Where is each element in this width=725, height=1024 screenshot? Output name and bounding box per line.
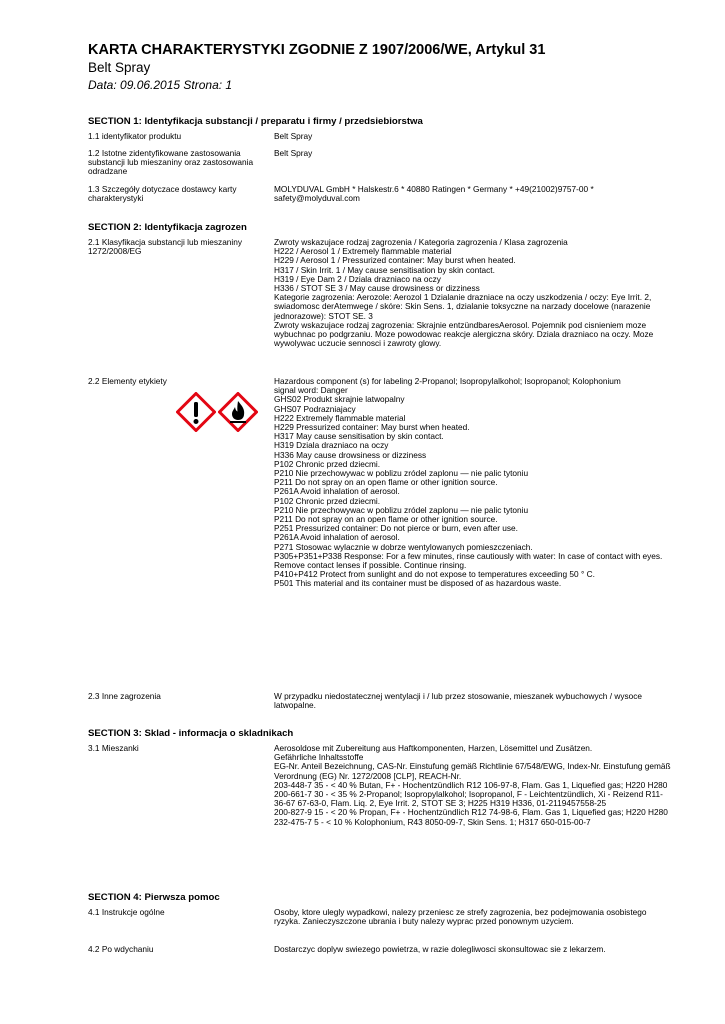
text-line: H319 / Eye Dam 2 / Dziala drazniaco na oczy <box>274 273 441 284</box>
text-line: Zwroty wskazujace rodzaj zagrozenia: Skrajnie entzündbaresAerosol. Pojemnik pod cisnieniem moze wybuchnac po podgrzaniu. Moze powodowac reakcje alergiczna skóry. Dziala drazniaco na oczy. Moze wywolywac uczucie sennosci i zawroty glowy. <box>274 319 654 349</box>
section-1-heading: SECTION 1: Identyfikacja substancji / preparatu i firmy / przedsiebiorstwa <box>88 116 423 127</box>
text-line: 232-475-7 5 - < 10 % Kolophonium, R43 8050-09-7, Skin Sens. 1; H317 650-015-00-7 <box>274 816 591 827</box>
text-line: H222 Extremely flammable material <box>274 412 406 423</box>
row-value: Belt Spray <box>274 131 313 141</box>
product-name: Belt Spray <box>88 60 151 75</box>
text-line: EG-Nr. Anteil Bezeichnung, CAS-Nr. Einstufung gemäß Richtlinie 67/548/EWG, Index-Nr. Einstufung gemäß Verordnung (EG) Nr. 1272/2008 [CLP], REACH-Nr. <box>274 761 671 781</box>
text-line: Hazardous component (s) for labeling 2-Propanol; Isopropylalkohol; Isopropanol; Kolophonium <box>274 376 621 386</box>
text-line: 200-827-9 15 - < 20 % Propan, F+ - Hochentzündlich R12 74-98-6, Flam. Gas 1, Liquefied gas; H220 H280 <box>274 807 668 818</box>
row-label: 2.3 Inne zagrozenia <box>88 691 161 701</box>
text-line: signal word: Danger <box>274 385 348 396</box>
text-line: H319 Dziala drazniaco na oczy <box>274 440 389 451</box>
text-line: H229 / Aerosol 1 / Pressurized container: May burst when heated. <box>274 255 516 266</box>
document-title: KARTA CHARAKTERYSTYKI ZGODNIE Z 1907/2006/WE, Artykul 31 <box>88 42 546 58</box>
text-line: P211 Do not spray on an open flame or other ignition source. <box>274 477 498 488</box>
classification-block <box>274 238 669 348</box>
text-line: P251 Pressurized container: Do not pierce or burn, even after use. <box>274 523 518 534</box>
row-value: Osoby, ktore ulegly wypadkowi, nalezy przeniesc ze strefy zagrozenia, bez podejmowania osobistego ryzyka. Zanieczyszczone ubrania i buty nalezy wyprac przed ponownym uzyciem. <box>274 907 647 927</box>
text-line: H336 / STOT SE 3 / May cause drowsiness or dizziness <box>274 283 480 294</box>
text-line: H317 / Skin Irrit. 1 / May cause sensitisation by skin contact. <box>274 264 495 275</box>
row-value: Belt Spray <box>274 148 313 158</box>
label-elements-block <box>274 377 669 589</box>
section-4-heading: SECTION 4: Pierwsza pomoc <box>88 892 220 903</box>
section-2-heading: SECTION 2: Identyfikacja zagrozen <box>88 222 247 233</box>
text-line: P210 Nie przechowywac w poblizu zródel zaplonu — nie palic tytoniu <box>274 504 529 515</box>
composition-block <box>274 744 674 827</box>
text-line: Zwroty wskazujace rodzaj zagrozenia / Kategoria zagrozenia / Klasa zagrozenia <box>274 237 568 247</box>
text-line: P410+P412 Protect from sunlight and do not expose to temperatures exceeding 50 ° C. <box>274 569 595 580</box>
text-line: P102 Chronic przed dziecmi. <box>274 495 381 506</box>
text-line: P261A Avoid inhalation of aerosol. <box>274 486 400 497</box>
text-line: P210 Nie przechowywac w poblizu zródel zaplonu — nie palic tytoniu <box>274 468 529 479</box>
date-page-line: Data: 09.06.2015 Strona: 1 <box>88 78 233 92</box>
row-label: 1.3 Szczegóły dotyczace dostawcy karty charakterystyki <box>88 184 237 204</box>
exclamation-mark-pictogram-icon <box>176 392 216 432</box>
row-value: W przypadku niedostatecznej wentylacji i / lub przez stosowanie, mieszanek wybuchowych / wysoce latwopalne. <box>274 691 642 711</box>
row-value: MOLYDUVAL GmbH * Halskestr.6 * 40880 Ratingen * Germany * +49(21002)9757-00 * safety@molyduval.com <box>274 184 594 204</box>
row-label: 2.2 Elementy etykiety <box>88 376 167 386</box>
text-line: Gefährliche Inhaltsstoffe <box>274 752 364 763</box>
text-line: GHS02 Produkt skrajnie latwopalny <box>274 394 405 405</box>
row-label: 3.1 Mieszanki <box>88 743 139 753</box>
text-line: P102 Chronic przed dziecmi. <box>274 458 381 469</box>
row-label: 4.2 Po wdychaniu <box>88 944 154 954</box>
text-line: P305+P351+P338 Response: For a few minutes, rinse cautiously with water: In case of contact with eyes. Remove contact lenses if possible. Continue rinsing. <box>274 550 663 571</box>
row-label: 2.1 Klasyfikacja substancji lub mieszaniny 1272/2008/EG <box>88 237 243 257</box>
text-line: GHS07 Podrazniajacy <box>274 403 356 414</box>
text-line: P261A Avoid inhalation of aerosol. <box>274 532 400 543</box>
text-line: H336 May cause drowsiness or dizziness <box>274 449 427 460</box>
text-line: Aerosoldose mit Zubereitung aus Haftkomponenten, Harzen, Lösemittel und Zusätzen. <box>274 743 593 753</box>
text-line: H229 Pressurized container: May burst when heated. <box>274 422 470 433</box>
row-label: 1.2 Istotne zidentyfikowane zastosowania substancji lub mieszaniny oraz zastosowania odradzane <box>88 148 254 177</box>
text-line: 203-448-7 35 - < 40 % Butan, F+ - Hochentzündlich R12 106-97-8, Flam. Gas 1, Liquefied gas; H220 H280 <box>274 779 668 790</box>
text-line: P211 Do not spray on an open flame or other ignition source. <box>274 514 498 525</box>
row-value: Dostarczyc doplyw swiezego powietrza, w razie dolegliwosci skonsultowac sie z lekarzem. <box>274 944 606 954</box>
text-line: P501 This material and its container must be disposed of as hazardous waste. <box>274 578 562 589</box>
flame-pictogram-icon <box>218 392 258 432</box>
text-line: H222 / Aerosol 1 / Extremely flammable material <box>274 246 452 257</box>
text-line: Kategorie zagrozenia: Aerozole: Aerozol 1 Dzialanie drazniace na oczy uszkodzenia / oczy: Eye Irrit. 2, swiadomosc derAtemwege / skóre: Skin Sens. 1, dzialanie toksyczne na narzady docelowe (narazenie jednorazowe): STOT SE. 3 <box>274 292 652 321</box>
text-line: P271 Stosowac wylacznie w dobrze wentylowanych pomieszczeniach. <box>274 541 533 552</box>
row-label: 1.1 identyfikator produktu <box>88 131 182 141</box>
row-label: 4.1 Instrukcje ogólne <box>88 907 165 917</box>
text-line: 200-661-7 30 - < 35 % 2-Propanol; Isopropylalkohol; Isopropanol, F - Leichtentzündlich, Xi - Reizend R11-36-67 67-63-0, Flam. Liq. 2, Eye Irrit. 2, STOT SE 3; H225 H319 H336, 01-2119457558-25 <box>274 789 663 809</box>
text-line: H317 May cause sensitisation by skin contact. <box>274 431 444 442</box>
section-3-heading: SECTION 3: Sklad - informacja o skladnikach <box>88 728 294 739</box>
